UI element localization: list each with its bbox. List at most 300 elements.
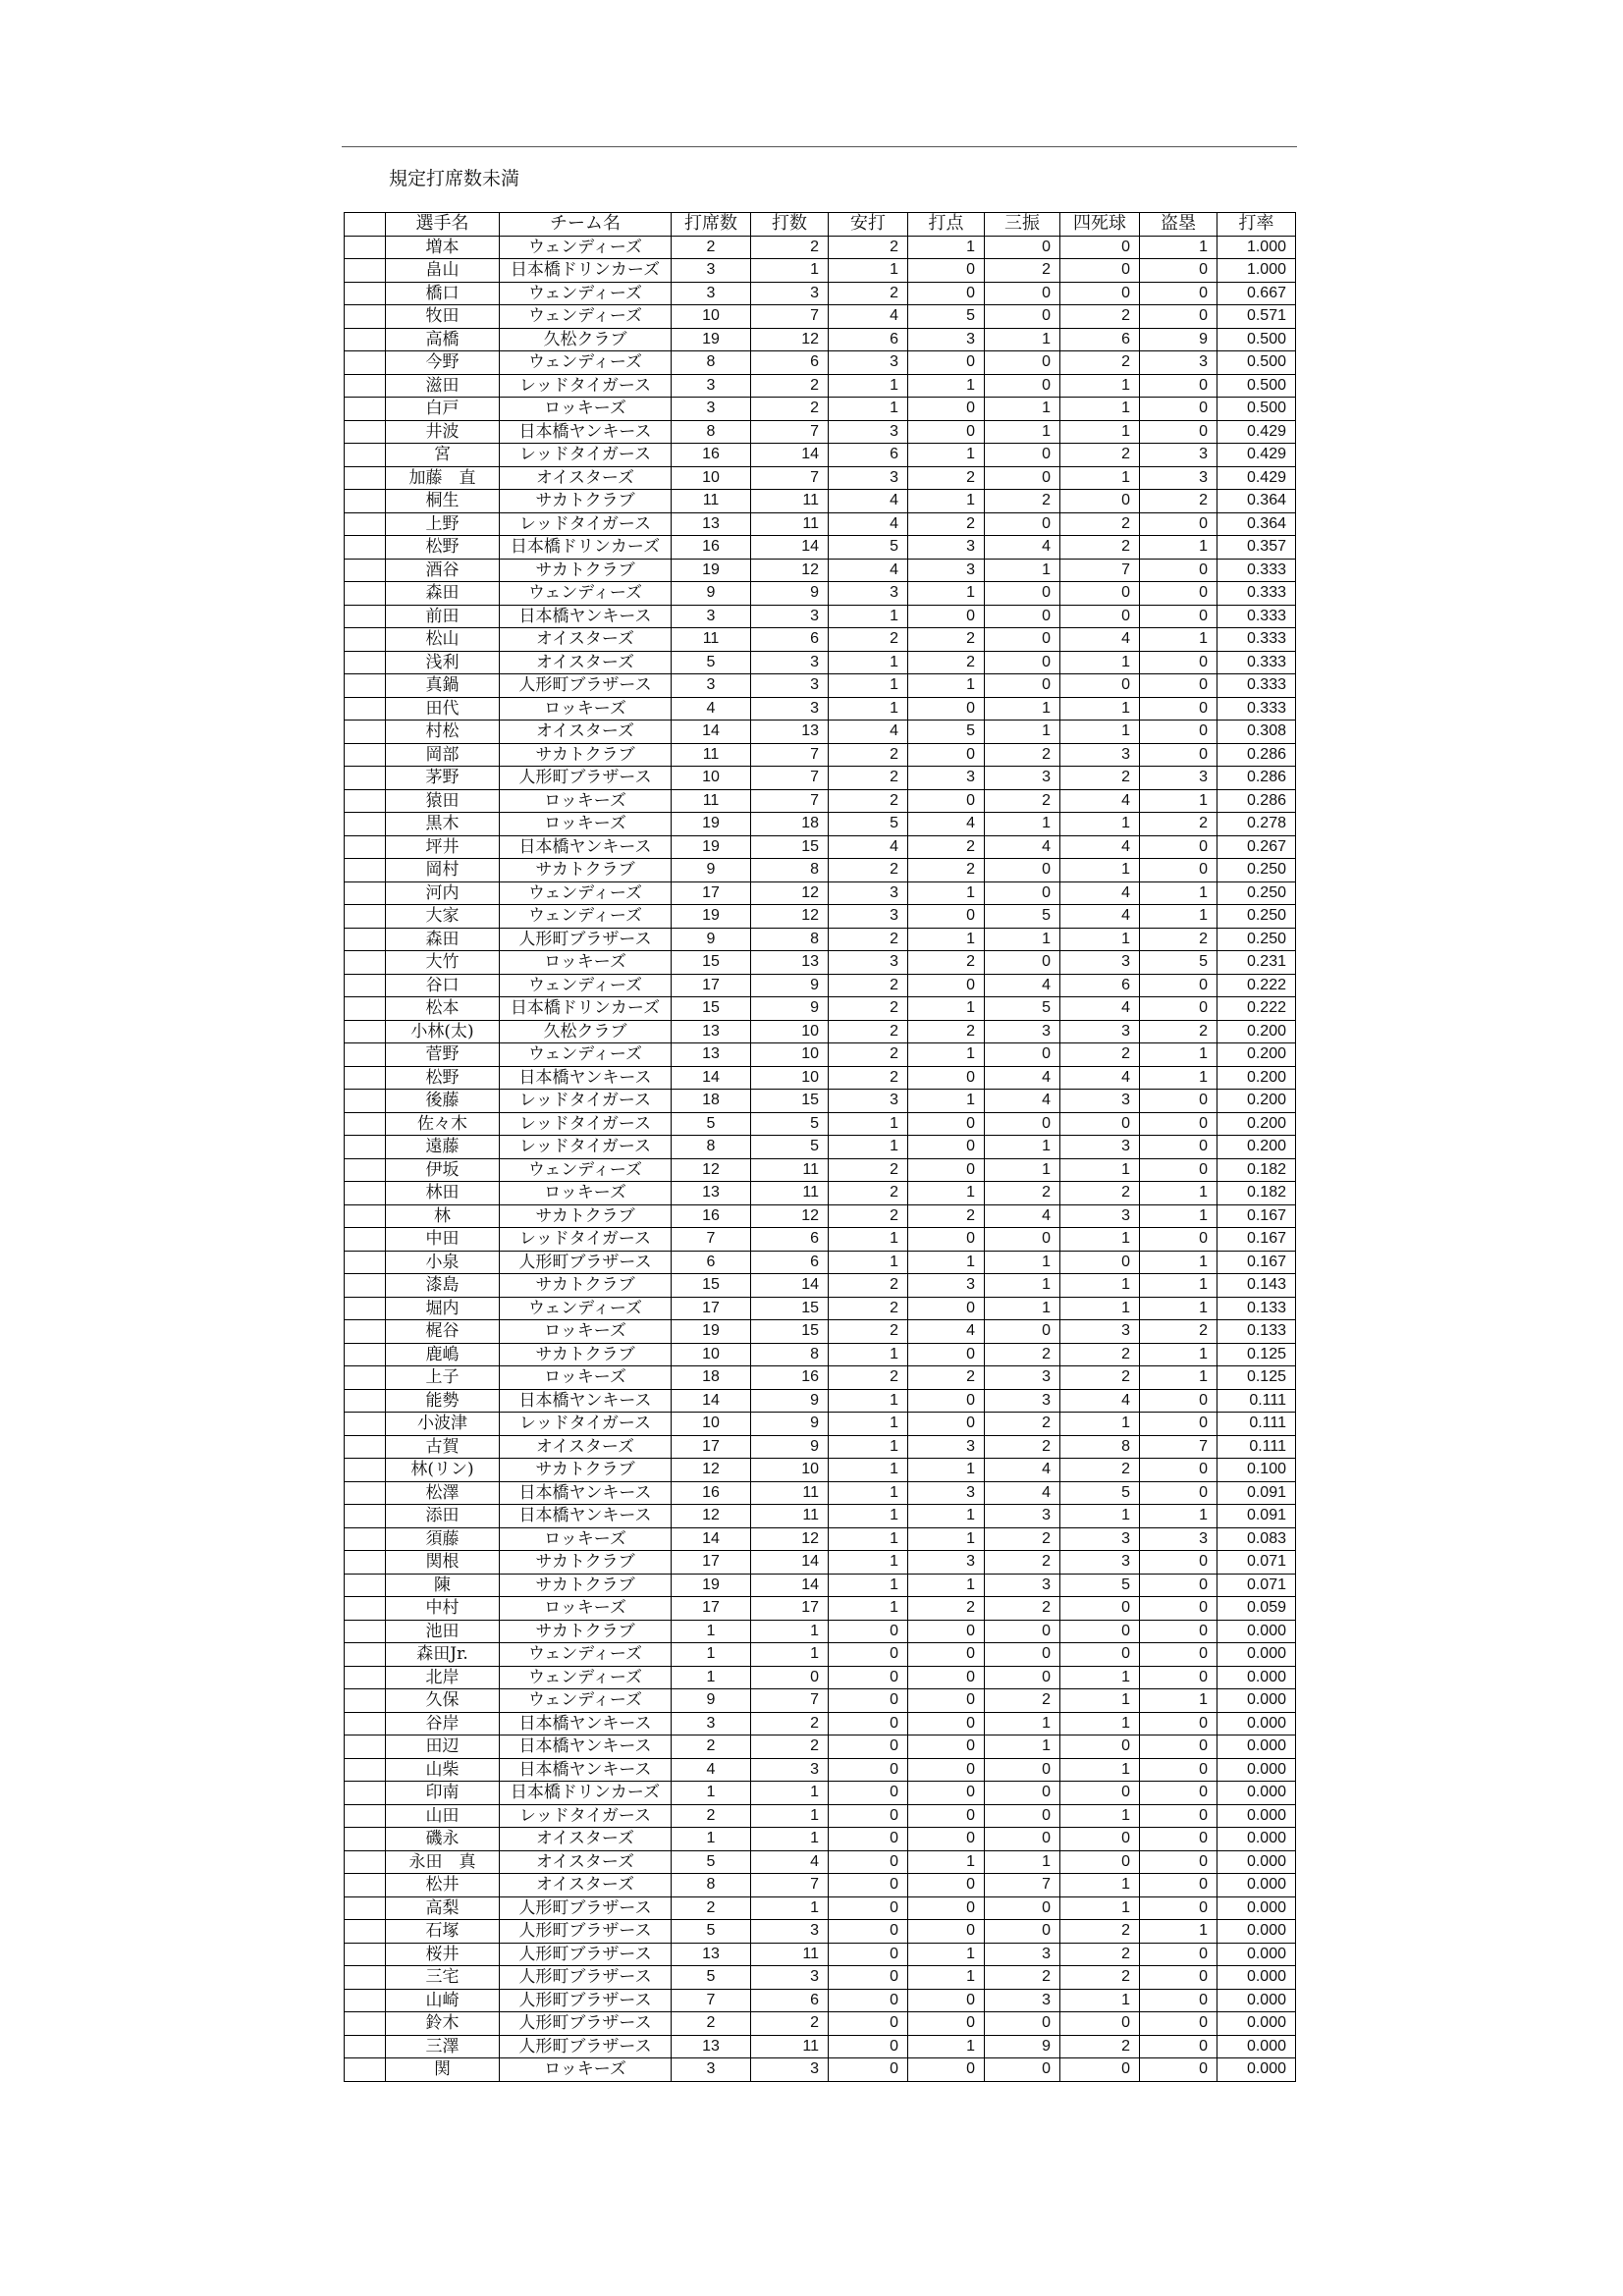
walks-hbp-cell: 3 [1060, 1136, 1140, 1159]
row-blank-cell [345, 1366, 386, 1390]
team-name-cell: 人形町ブラザース [500, 1896, 672, 1920]
table-body [345, 236, 1296, 2081]
plate-appearances-cell: 3 [672, 2058, 751, 2082]
plate-appearances-cell: 12 [672, 1158, 751, 1182]
player-name-cell: 黒木 [386, 813, 500, 836]
hits-cell: 4 [829, 490, 908, 513]
at-bats-cell: 10 [751, 1043, 829, 1067]
table-row [345, 1620, 1296, 1643]
team-name-cell: 日本橋ドリンカーズ [500, 259, 672, 283]
rbi-cell: 0 [908, 1413, 985, 1436]
walks-hbp-cell: 3 [1060, 1320, 1140, 1344]
team-name-cell: 日本橋ヤンキース [500, 1505, 672, 1528]
player-name-cell: 増本 [386, 236, 500, 259]
rbi-cell: 0 [908, 743, 985, 767]
hits-cell: 6 [829, 444, 908, 467]
plate-appearances-cell: 2 [672, 236, 751, 259]
walks-hbp-cell: 4 [1060, 1389, 1140, 1413]
strikeouts-cell: 2 [985, 1966, 1060, 1990]
team-name-cell: サカトクラブ [500, 1574, 672, 1597]
team-name-cell: ロッキーズ [500, 951, 672, 975]
rbi-cell: 0 [908, 1828, 985, 1851]
strikeouts-cell: 0 [985, 466, 1060, 490]
player-name-cell: 山崎 [386, 1989, 500, 2012]
team-name-cell: サカトクラブ [500, 1204, 672, 1228]
hits-cell: 0 [829, 1782, 908, 1805]
team-name-cell: サカトクラブ [500, 1551, 672, 1575]
stolen-bases-cell: 1 [1140, 1066, 1217, 1090]
row-blank-cell [345, 1850, 386, 1874]
col-header-stolen-bases: 盗塁 [1140, 213, 1217, 237]
strikeouts-cell: 0 [985, 1043, 1060, 1067]
hits-cell: 0 [829, 1966, 908, 1990]
row-blank-cell [345, 236, 386, 259]
team-name-cell: 日本橋ヤンキース [500, 1735, 672, 1759]
strikeouts-cell: 3 [985, 1943, 1060, 1966]
rbi-cell: 0 [908, 697, 985, 721]
row-blank-cell [345, 1413, 386, 1436]
at-bats-cell: 1 [751, 1620, 829, 1643]
player-name-cell: 岡村 [386, 859, 500, 882]
team-name-cell: 日本橋ヤンキース [500, 1481, 672, 1505]
batting-average-cell: 0.000 [1217, 1874, 1296, 1897]
batting-average-cell: 0.286 [1217, 743, 1296, 767]
plate-appearances-cell: 10 [672, 466, 751, 490]
rbi-cell: 2 [908, 1597, 985, 1621]
plate-appearances-cell: 9 [672, 928, 751, 951]
rbi-cell: 1 [908, 236, 985, 259]
hits-cell: 0 [829, 2035, 908, 2058]
plate-appearances-cell: 1 [672, 1782, 751, 1805]
rbi-cell: 1 [908, 997, 985, 1021]
stolen-bases-cell: 1 [1140, 1182, 1217, 1205]
strikeouts-cell: 4 [985, 835, 1060, 859]
at-bats-cell: 16 [751, 1366, 829, 1390]
walks-hbp-cell: 4 [1060, 628, 1140, 652]
team-name-cell: レッドタイガース [500, 1112, 672, 1136]
rbi-cell: 0 [908, 1989, 985, 2012]
stolen-bases-cell: 0 [1140, 2035, 1217, 2058]
stolen-bases-cell: 1 [1140, 881, 1217, 905]
batting-average-cell: 0.333 [1217, 674, 1296, 698]
team-name-cell: 日本橋ヤンキース [500, 1066, 672, 1090]
team-name-cell: オイスターズ [500, 1850, 672, 1874]
player-name-cell: 印南 [386, 1782, 500, 1805]
stolen-bases-cell: 0 [1140, 1896, 1217, 1920]
table-row [345, 1320, 1296, 1344]
player-name-cell: 関根 [386, 1551, 500, 1575]
walks-hbp-cell: 2 [1060, 767, 1140, 790]
strikeouts-cell: 5 [985, 905, 1060, 929]
hits-cell: 0 [829, 1943, 908, 1966]
strikeouts-cell: 0 [985, 951, 1060, 975]
table-row [345, 881, 1296, 905]
batting-average-cell: 0.250 [1217, 881, 1296, 905]
rbi-cell: 0 [908, 905, 985, 929]
plate-appearances-cell: 14 [672, 1389, 751, 1413]
table-row [345, 1274, 1296, 1298]
walks-hbp-cell: 1 [1060, 813, 1140, 836]
batting-average-cell: 0.000 [1217, 1804, 1296, 1828]
hits-cell: 1 [829, 1389, 908, 1413]
walks-hbp-cell: 6 [1060, 328, 1140, 351]
row-blank-cell [345, 1712, 386, 1735]
rbi-cell: 2 [908, 466, 985, 490]
hits-cell: 2 [829, 1204, 908, 1228]
strikeouts-cell: 4 [985, 1459, 1060, 1482]
hits-cell: 1 [829, 1574, 908, 1597]
at-bats-cell: 14 [751, 1574, 829, 1597]
rbi-cell: 1 [908, 490, 985, 513]
stolen-bases-cell: 0 [1140, 1782, 1217, 1805]
walks-hbp-cell: 1 [1060, 697, 1140, 721]
stolen-bases-cell: 0 [1140, 1666, 1217, 1689]
strikeouts-cell: 4 [985, 1090, 1060, 1113]
table-row [345, 466, 1296, 490]
stolen-bases-cell: 0 [1140, 2012, 1217, 2036]
batting-average-cell: 0.000 [1217, 1943, 1296, 1966]
hits-cell: 0 [829, 1989, 908, 2012]
stolen-bases-cell: 3 [1140, 444, 1217, 467]
team-name-cell: サカトクラブ [500, 859, 672, 882]
strikeouts-cell: 1 [985, 697, 1060, 721]
player-name-cell: 高梨 [386, 1896, 500, 1920]
stolen-bases-cell: 1 [1140, 1204, 1217, 1228]
walks-hbp-cell: 0 [1060, 1112, 1140, 1136]
stolen-bases-cell: 0 [1140, 1228, 1217, 1252]
at-bats-cell: 2 [751, 374, 829, 398]
walks-hbp-cell: 2 [1060, 1043, 1140, 1067]
stolen-bases-cell: 0 [1140, 1459, 1217, 1482]
hits-cell: 2 [829, 997, 908, 1021]
stolen-bases-cell: 9 [1140, 328, 1217, 351]
rbi-cell: 0 [908, 1389, 985, 1413]
hits-cell: 0 [829, 1804, 908, 1828]
row-blank-cell [345, 328, 386, 351]
batting-average-cell: 0.000 [1217, 1850, 1296, 1874]
plate-appearances-cell: 12 [672, 1459, 751, 1482]
row-blank-cell [345, 1758, 386, 1782]
team-name-cell: 久松クラブ [500, 1020, 672, 1043]
plate-appearances-cell: 17 [672, 1435, 751, 1459]
batting-average-cell: 0.000 [1217, 1689, 1296, 1713]
col-header-team: チーム名 [500, 213, 672, 237]
plate-appearances-cell: 8 [672, 420, 751, 444]
table-row [345, 305, 1296, 329]
table-row [345, 1874, 1296, 1897]
strikeouts-cell: 0 [985, 1112, 1060, 1136]
plate-appearances-cell: 13 [672, 1020, 751, 1043]
at-bats-cell: 8 [751, 859, 829, 882]
row-blank-cell [345, 1527, 386, 1551]
hits-cell: 1 [829, 1435, 908, 1459]
rbi-cell: 0 [908, 974, 985, 997]
hits-cell: 4 [829, 835, 908, 859]
walks-hbp-cell: 1 [1060, 420, 1140, 444]
stolen-bases-cell: 0 [1140, 1735, 1217, 1759]
rbi-cell: 1 [908, 582, 985, 606]
row-blank-cell [345, 259, 386, 283]
stolen-bases-cell: 0 [1140, 721, 1217, 744]
player-name-cell: 磯永 [386, 1828, 500, 1851]
team-name-cell: レッドタイガース [500, 1090, 672, 1113]
rbi-cell: 1 [908, 1251, 985, 1274]
walks-hbp-cell: 2 [1060, 1920, 1140, 1944]
walks-hbp-cell: 2 [1060, 536, 1140, 560]
hits-cell: 2 [829, 928, 908, 951]
plate-appearances-cell: 19 [672, 835, 751, 859]
team-name-cell: レッドタイガース [500, 444, 672, 467]
strikeouts-cell: 2 [985, 789, 1060, 813]
hits-cell: 2 [829, 1158, 908, 1182]
table-row [345, 1689, 1296, 1713]
table-row [345, 259, 1296, 283]
stolen-bases-cell: 0 [1140, 835, 1217, 859]
stolen-bases-cell: 5 [1140, 951, 1217, 975]
strikeouts-cell: 2 [985, 743, 1060, 767]
player-name-cell: 小林(太) [386, 1020, 500, 1043]
at-bats-cell: 7 [751, 767, 829, 790]
team-name-cell: ウェンディーズ [500, 282, 672, 305]
batting-average-cell: 0.267 [1217, 835, 1296, 859]
plate-appearances-cell: 5 [672, 1850, 751, 1874]
strikeouts-cell: 0 [985, 1804, 1060, 1828]
walks-hbp-cell: 2 [1060, 1182, 1140, 1205]
hits-cell: 0 [829, 1689, 908, 1713]
at-bats-cell: 10 [751, 1066, 829, 1090]
at-bats-cell: 11 [751, 490, 829, 513]
batting-average-cell: 0.000 [1217, 1620, 1296, 1643]
strikeouts-cell: 2 [985, 1413, 1060, 1436]
walks-hbp-cell: 1 [1060, 1228, 1140, 1252]
batting-average-cell: 0.667 [1217, 282, 1296, 305]
at-bats-cell: 7 [751, 466, 829, 490]
walks-hbp-cell: 3 [1060, 1090, 1140, 1113]
stolen-bases-cell: 2 [1140, 1020, 1217, 1043]
row-blank-cell [345, 1620, 386, 1643]
table-row [345, 905, 1296, 929]
player-name-cell: 今野 [386, 351, 500, 375]
plate-appearances-cell: 17 [672, 1297, 751, 1320]
strikeouts-cell: 1 [985, 1850, 1060, 1874]
at-bats-cell: 13 [751, 721, 829, 744]
hits-cell: 1 [829, 1481, 908, 1505]
walks-hbp-cell: 1 [1060, 1758, 1140, 1782]
row-blank-cell [345, 1204, 386, 1228]
row-blank-cell [345, 1020, 386, 1043]
player-name-cell: 森田 [386, 928, 500, 951]
player-name-cell: 森田 [386, 582, 500, 606]
plate-appearances-cell: 10 [672, 767, 751, 790]
table-row [345, 1666, 1296, 1689]
strikeouts-cell: 2 [985, 259, 1060, 283]
rbi-cell: 1 [908, 1090, 985, 1113]
strikeouts-cell: 3 [985, 1020, 1060, 1043]
table-row [345, 536, 1296, 560]
batting-average-cell: 1.000 [1217, 236, 1296, 259]
table-row [345, 398, 1296, 421]
rbi-cell: 2 [908, 512, 985, 536]
batting-average-cell: 0.000 [1217, 1989, 1296, 2012]
table-row [345, 512, 1296, 536]
rbi-cell: 0 [908, 398, 985, 421]
top-divider [342, 146, 1297, 147]
at-bats-cell: 4 [751, 1850, 829, 1874]
walks-hbp-cell: 3 [1060, 1204, 1140, 1228]
stolen-bases-cell: 0 [1140, 1597, 1217, 1621]
row-blank-cell [345, 1966, 386, 1990]
plate-appearances-cell: 18 [672, 1090, 751, 1113]
table-row [345, 1966, 1296, 1990]
row-blank-cell [345, 1320, 386, 1344]
rbi-cell: 1 [908, 1182, 985, 1205]
rbi-cell: 0 [908, 1896, 985, 1920]
at-bats-cell: 1 [751, 259, 829, 283]
at-bats-cell: 7 [751, 420, 829, 444]
hits-cell: 2 [829, 859, 908, 882]
table-row [345, 1989, 1296, 2012]
table-row [345, 444, 1296, 467]
player-name-cell: 田辺 [386, 1735, 500, 1759]
strikeouts-cell: 1 [985, 1158, 1060, 1182]
hits-cell: 5 [829, 536, 908, 560]
strikeouts-cell: 0 [985, 651, 1060, 674]
team-name-cell: 人形町ブラザース [500, 928, 672, 951]
table-row [345, 1435, 1296, 1459]
batting-average-cell: 0.357 [1217, 536, 1296, 560]
table-row [345, 1251, 1296, 1274]
stolen-bases-cell: 0 [1140, 974, 1217, 997]
blank-header-cell [345, 213, 386, 237]
batting-average-cell: 0.167 [1217, 1251, 1296, 1274]
hits-cell: 3 [829, 420, 908, 444]
plate-appearances-cell: 19 [672, 1320, 751, 1344]
row-blank-cell [345, 1943, 386, 1966]
strikeouts-cell: 2 [985, 1435, 1060, 1459]
hits-cell: 3 [829, 881, 908, 905]
rbi-cell: 1 [908, 1574, 985, 1597]
strikeouts-cell: 1 [985, 813, 1060, 836]
team-name-cell: レッドタイガース [500, 1228, 672, 1252]
player-name-cell: 牧田 [386, 305, 500, 329]
table-row [345, 628, 1296, 652]
strikeouts-cell: 0 [985, 881, 1060, 905]
batting-average-cell: 0.200 [1217, 1136, 1296, 1159]
plate-appearances-cell: 8 [672, 1136, 751, 1159]
walks-hbp-cell: 0 [1060, 1597, 1140, 1621]
plate-appearances-cell: 6 [672, 1251, 751, 1274]
stolen-bases-cell: 0 [1140, 512, 1217, 536]
batting-average-cell: 0.429 [1217, 466, 1296, 490]
table-row [345, 1459, 1296, 1482]
team-name-cell: オイスターズ [500, 1874, 672, 1897]
row-blank-cell [345, 813, 386, 836]
team-name-cell: 日本橋ヤンキース [500, 605, 672, 628]
strikeouts-cell: 0 [985, 674, 1060, 698]
walks-hbp-cell: 1 [1060, 1712, 1140, 1735]
row-blank-cell [345, 721, 386, 744]
stolen-bases-cell: 1 [1140, 1343, 1217, 1366]
player-name-cell: 松井 [386, 1874, 500, 1897]
team-name-cell: サカトクラブ [500, 1343, 672, 1366]
hits-cell: 1 [829, 259, 908, 283]
walks-hbp-cell: 1 [1060, 1689, 1140, 1713]
hits-cell: 1 [829, 605, 908, 628]
team-name-cell: ウェンディーズ [500, 905, 672, 929]
batting-average-cell: 0.333 [1217, 582, 1296, 606]
plate-appearances-cell: 15 [672, 951, 751, 975]
row-blank-cell [345, 743, 386, 767]
player-name-cell: 高橋 [386, 328, 500, 351]
strikeouts-cell: 4 [985, 536, 1060, 560]
row-blank-cell [345, 951, 386, 975]
team-name-cell: サカトクラブ [500, 743, 672, 767]
table-row [345, 1643, 1296, 1667]
player-name-cell: 茅野 [386, 767, 500, 790]
strikeouts-cell: 4 [985, 1066, 1060, 1090]
hits-cell: 3 [829, 905, 908, 929]
walks-hbp-cell: 0 [1060, 582, 1140, 606]
rbi-cell: 3 [908, 1435, 985, 1459]
rbi-cell: 3 [908, 536, 985, 560]
plate-appearances-cell: 9 [672, 1689, 751, 1713]
rbi-cell: 0 [908, 1874, 985, 1897]
at-bats-cell: 14 [751, 536, 829, 560]
batting-average-cell: 0.200 [1217, 1043, 1296, 1067]
row-blank-cell [345, 351, 386, 375]
player-name-cell: 畠山 [386, 259, 500, 283]
stolen-bases-cell: 0 [1140, 398, 1217, 421]
player-name-cell: 森田Jr. [386, 1643, 500, 1667]
player-name-cell: 鈴木 [386, 2012, 500, 2036]
batting-average-cell: 0.200 [1217, 1090, 1296, 1113]
player-name-cell: 三澤 [386, 2035, 500, 2058]
hits-cell: 0 [829, 1850, 908, 1874]
walks-hbp-cell: 4 [1060, 997, 1140, 1021]
team-name-cell: 日本橋ヤンキース [500, 420, 672, 444]
stolen-bases-cell: 0 [1140, 1874, 1217, 1897]
table-row [345, 1043, 1296, 1067]
row-blank-cell [345, 1343, 386, 1366]
stolen-bases-cell: 0 [1140, 1090, 1217, 1113]
rbi-cell: 2 [908, 651, 985, 674]
plate-appearances-cell: 4 [672, 1758, 751, 1782]
player-name-cell: 上野 [386, 512, 500, 536]
team-name-cell: ロッキーズ [500, 2058, 672, 2082]
at-bats-cell: 7 [751, 743, 829, 767]
rbi-cell: 0 [908, 282, 985, 305]
table-row [345, 1090, 1296, 1113]
plate-appearances-cell: 19 [672, 328, 751, 351]
team-name-cell: レッドタイガース [500, 374, 672, 398]
stolen-bases-cell: 2 [1140, 490, 1217, 513]
at-bats-cell: 3 [751, 2058, 829, 2082]
table-row [345, 1758, 1296, 1782]
hits-cell: 0 [829, 1620, 908, 1643]
rbi-cell: 0 [908, 1297, 985, 1320]
rbi-cell: 0 [908, 1758, 985, 1782]
at-bats-cell: 7 [751, 305, 829, 329]
strikeouts-cell: 4 [985, 1481, 1060, 1505]
stolen-bases-cell: 0 [1140, 282, 1217, 305]
rbi-cell: 5 [908, 305, 985, 329]
batting-average-cell: 1.000 [1217, 259, 1296, 283]
rbi-cell: 2 [908, 1366, 985, 1390]
at-bats-cell: 14 [751, 1551, 829, 1575]
walks-hbp-cell: 1 [1060, 466, 1140, 490]
player-name-cell: 中村 [386, 1597, 500, 1621]
rbi-cell: 0 [908, 1343, 985, 1366]
